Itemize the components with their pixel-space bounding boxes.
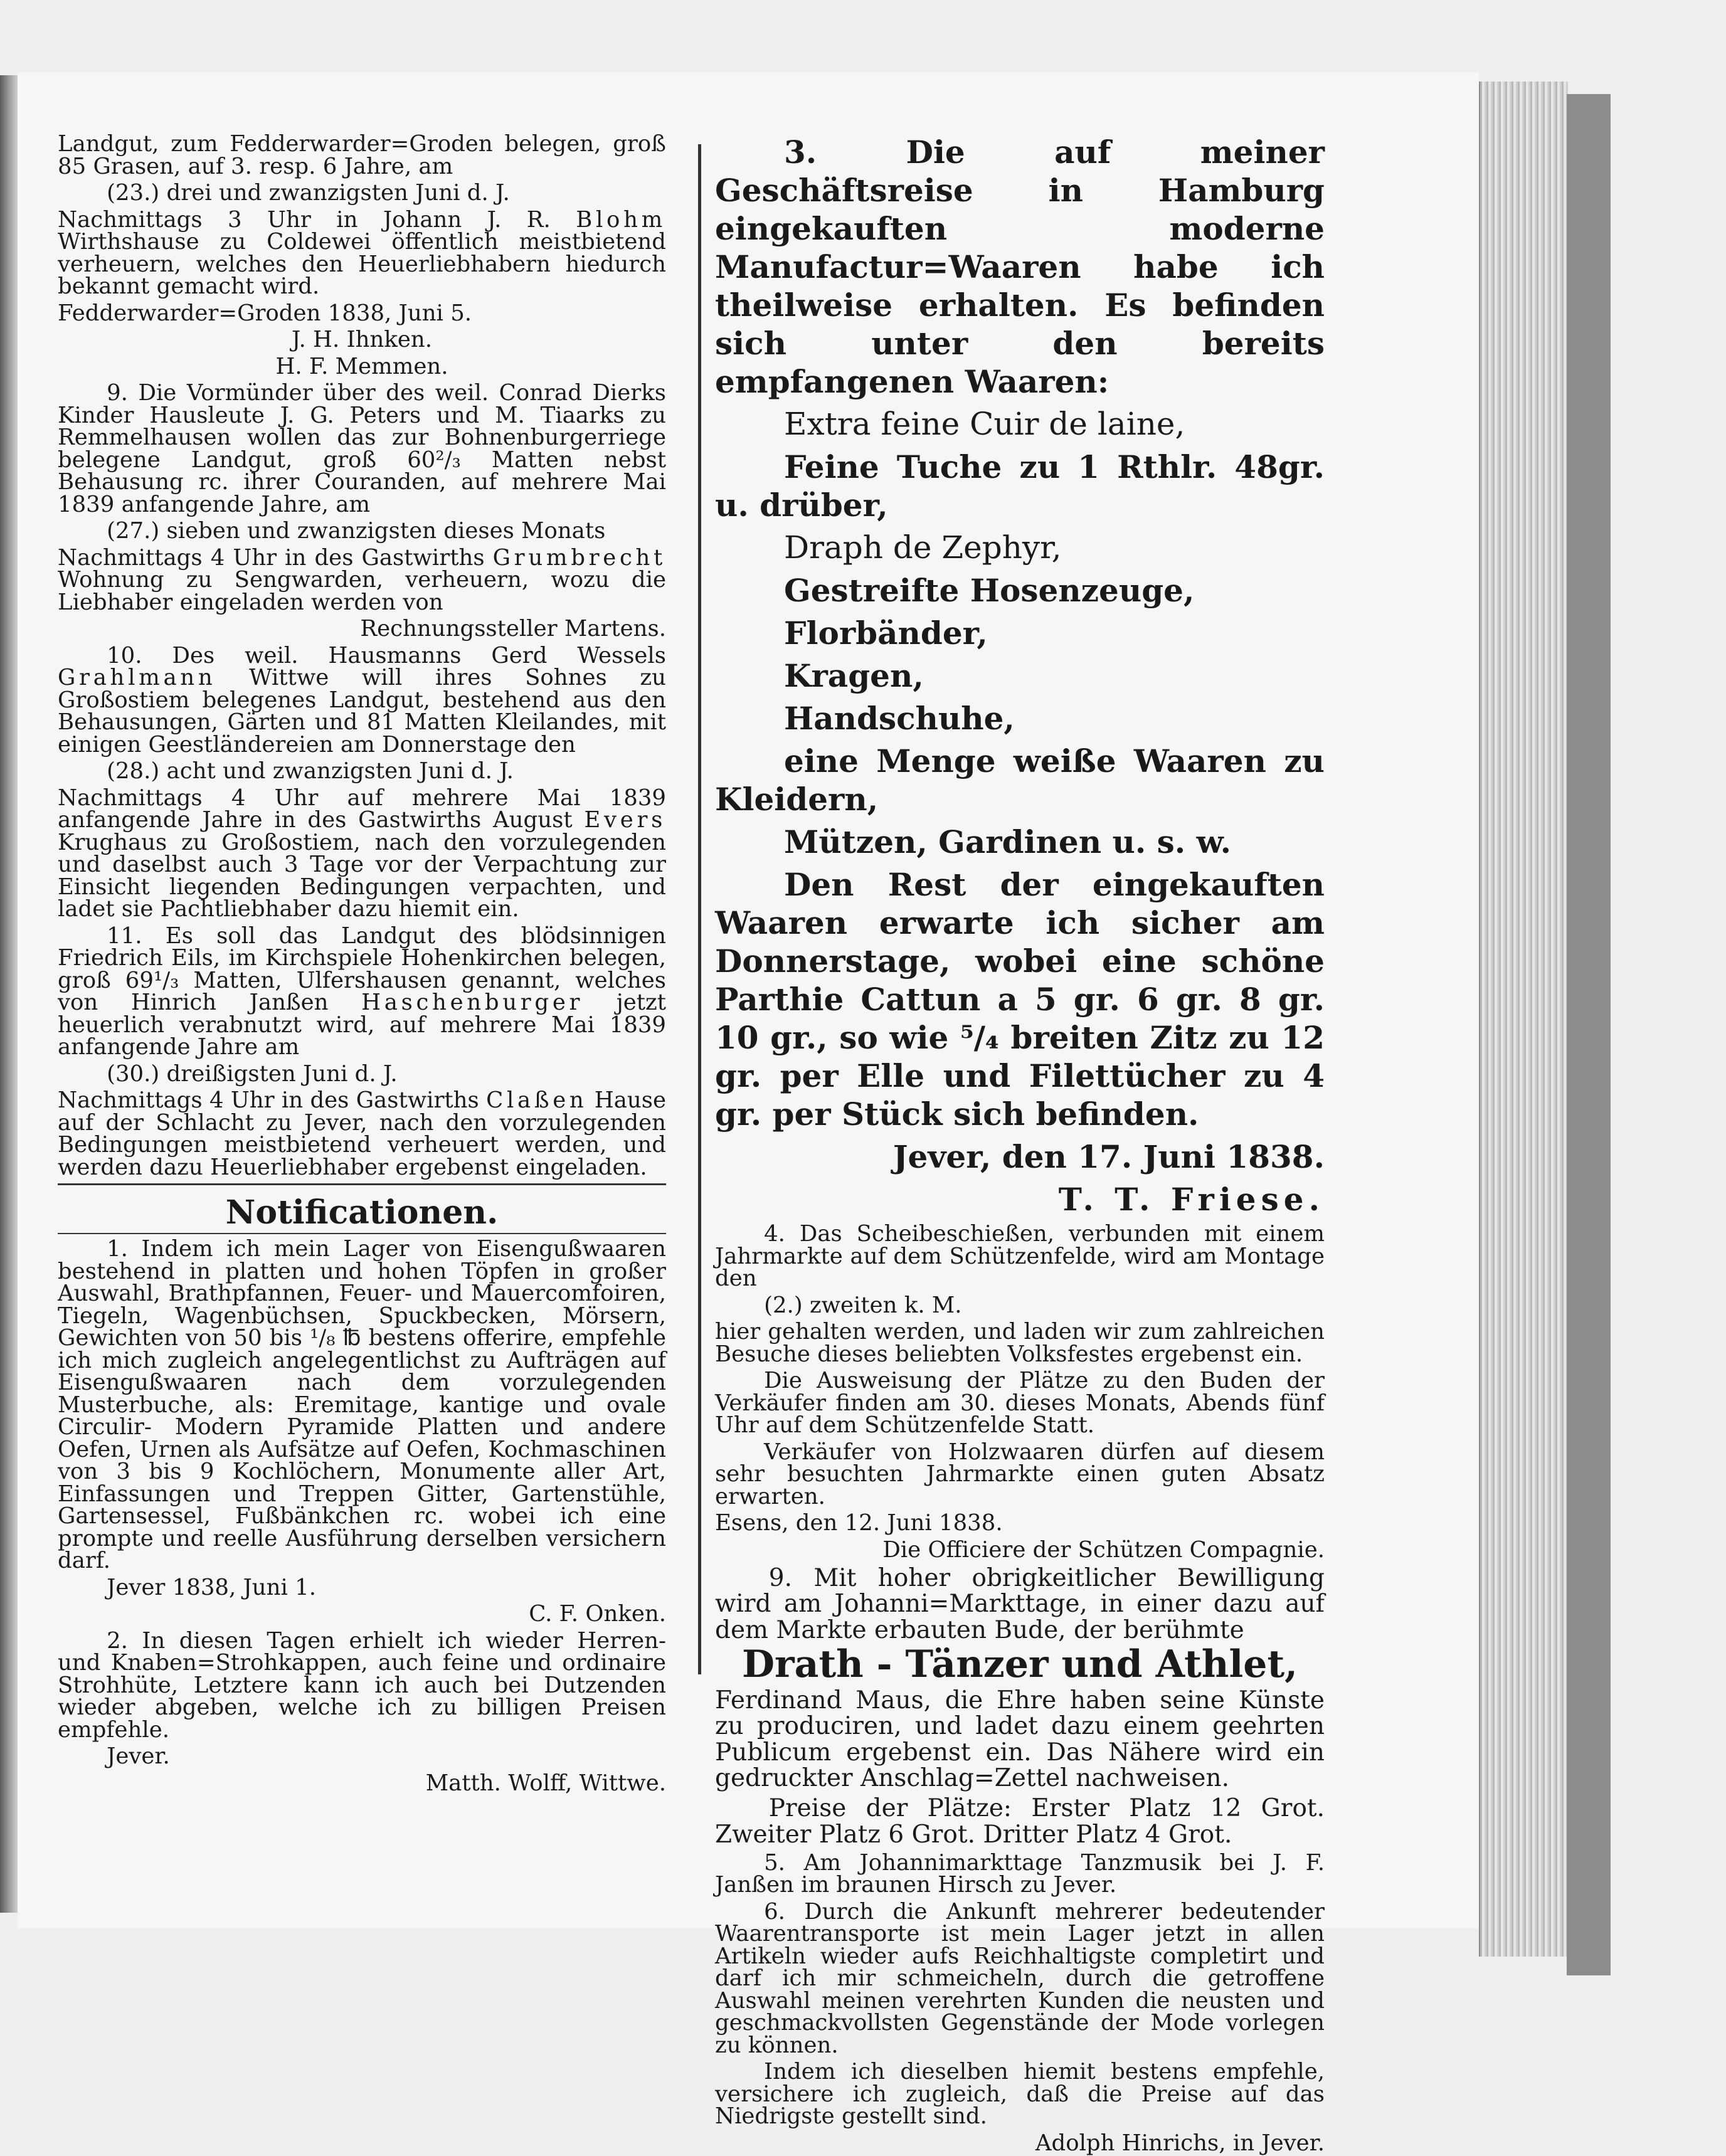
goods-item-1: Extra feine Cuir de laine, — [784, 406, 1185, 442]
notice-11-date: (30.) dreißigsten Juni d. J. — [107, 1060, 398, 1087]
notice-4-text: 4. Das Scheibeschießen, verbunden mit einem Jahrmarkte auf dem Schützenfelde, wird am Montage den — [715, 1221, 1325, 1291]
notice-8-signature-1: J. H. Ihnken. — [292, 327, 432, 352]
notice-9r-text: Ferdinand Maus, die Ehre haben seine Künste zu produciren, und ladet dazu einem geehrten Publicum ergebenst ein. Das Nähere wird ein gedruckter Anschlag=Zettel nachweisen. — [715, 1686, 1325, 1792]
notice-6-signature: Adolph Hinrichs, in Jever. — [1035, 2130, 1325, 2156]
goods-item-9: Mützen, Gardinen u. s. w. — [784, 823, 1232, 860]
notice-4-date: (2.) zweiten k. M. — [764, 1292, 962, 1318]
goods-item-8: eine Menge weiße Waaren zu Kleidern, — [715, 742, 1325, 818]
notice-6-text: 6. Durch die Ankunft mehrerer bedeutender Waarentransporte ist mein Lager jetzt in allen Artikeln wieder aufs Reichhaltigste completirt und darf ich mir schmeicheln, durch die getroffene Auswahl meinen verehrten Kunden die neusten und geschmackvollsten Gegenstände der Mode vorlegen zu können. — [715, 1898, 1325, 2058]
notice-4-invite: hier gehalten werden, und laden wir zum zahlreichen Besuche dieses beliebten Volksfestes ergebenst ein. — [715, 1319, 1325, 1367]
book-spine-edge — [0, 75, 18, 1913]
notice-8-signature-2: H. F. Memmen. — [275, 353, 448, 379]
goods-item-7: Handschuhe, — [784, 700, 1015, 737]
notice-3-date: Jever, den 17. Juni 1838. — [892, 1138, 1325, 1175]
notice-3-intro: 3. Die auf meiner Geschäftsreise in Hamburg eingekauften moderne Manufactur=Waaren habe ich theilweise erhalten. Es befinden sich unter den bereits empfangenen Waaren: — [715, 134, 1325, 400]
notice-3-signature: T. T. Friese. — [1058, 1181, 1325, 1218]
notification-1-text: 1. Indem ich mein Lager von Eisengußwaaren bestehend in platten und hohen Töpfen in großer Auswahl, Brathpfannen, Feuer- und Mauercomfoiren, Tiegeln, Wagenbüchsen, Spuckbecken, Mörsern, Gewichten von 50 bis ¹/₈ ℔ bestens offerire, empfehle ich mich zugleich angelegentlichst zu Aufträgen auf Eisengußwaaren nach dem vorzulegenden Musterbuche, als: Eremitage, kantige und ovale Circulir- Modern Pyramide Platten und andere Oefen, Urnen als Aufsätze auf Oefen, Kochmaschinen von 3 bis 9 Kochlöchern, Monumente aller Art, Einfassungen und Treppen Gitter, Gartenstühle, Gartensessel, Fußbänkchen rc. wobei ich eine prompte und reelle Ausführung derselben versichern darf. — [58, 1236, 666, 1573]
notice-10-date: (28.) acht und zwanzigsten Juni d. J. — [107, 758, 514, 784]
section-rule — [58, 1183, 666, 1185]
notification-1-signature: C. F. Onken. — [529, 1601, 666, 1627]
notice-8-venue: Nachmittags 3 Uhr in Johann J. R. Blohm Wirthshause zu Coldewei öffentlich meistbietend verheuern, welches den Heuerliebhabern hiedurch bekannt gemacht wird. — [58, 206, 666, 299]
notification-2-text: 2. In diesen Tagen erhielt ich wieder Herren- und Knaben=Strohkappen, auch feine und ordinaire Strohhüte, Letztere kann ich auch bei Dutzenden wieder abgeben, welche ich zu billigen Preisen empfehle. — [58, 1627, 666, 1743]
notice-9-venue: Nachmittags 4 Uhr in des Gastwirths Grumbrecht Wohnung zu Sengwarden, verheuern, wozu die Liebhaber eingeladen werden von — [58, 544, 666, 615]
ticket-prices: Preise der Plätze: Erster Platz 12 Grot. Zweiter Platz 6 Grot. Dritter Platz 4 Grot. — [715, 1794, 1325, 1849]
notice-11-text: 11. Es soll das Landgut des blödsinnigen Friedrich Eils, im Kirchspiele Hohenkirchen belegen, groß 69¹/₃ Matten, Ulfershausen genannt, welches von Hinrich Janßen Haschenburger jetzt heuerlich verabnutzt wird, auf mehrere Mai 1839 anfangende Jahre am — [58, 922, 666, 1060]
notice-11-details: Nachmittags 4 Uhr in des Gastwirths Claßen Hause auf der Schlacht zu Jever, nach den vorzulegenden Bedingungen meistbietend verheuert werden, und werden dazu Heuerliebhaber ergebenst eingeladen. — [58, 1087, 667, 1180]
column-divider — [698, 144, 701, 1674]
right-column — [715, 133, 1325, 2154]
goods-item-2: Feine Tuche zu 1 Rthlr. 48gr. u. drüber, — [715, 448, 1325, 524]
heading-rule — [58, 1233, 666, 1234]
notice-10-details: Nachmittags 4 Uhr auf mehrere Mai 1839 anfangende Jahre in des Gastwirths August Evers Krughaus zu Großostiem, nach den vorzulegenden und daselbst auch 3 Tage vor der Verpachtung zur Einsicht liegenden Bedingungen verpachten, und ladet sie Pachtliebhaber dazu hiemit ein. — [58, 785, 666, 922]
notice-9-signature: Rechnungssteller Martens. — [360, 616, 666, 642]
notice-10-text: 10. Des weil. Hausmanns Gerd Wessels Grahlmann Wittwe will ihres Sohnes zu Großostiem belegenes Landgut, bestehend aus den Behausungen, Gärten und 81 Matten Kleilandes, mit einigen Geestländereien am Donnerstage den — [58, 642, 666, 758]
notice-8-place-date: Fedderwarder=Groden 1838, Juni 5. — [58, 300, 472, 326]
notice-6-recommend: Indem ich dieselben hiemit bestens empfehle, versichere ich zugleich, daß die Preise auf das Niedrigste gestellt sind. — [715, 2059, 1325, 2130]
notice-8-text: Landgut, zum Fedderwarder=Groden belegen, groß 85 Grasen, auf 3. resp. 6 Jahre, am — [58, 131, 666, 179]
goods-item-6: Kragen, — [784, 657, 924, 694]
notice-4-place-date: Esens, den 12. Juni 1838. — [715, 1510, 1003, 1536]
notice-4-sellers: Verkäufer von Holzwaaren dürfen auf diesem sehr besuchten Jahrmarkte einen guten Absatz erwarten. — [715, 1439, 1325, 1509]
left-column — [58, 133, 666, 1794]
performer-title: Drath - Tänzer und Athlet, — [741, 1642, 1298, 1686]
notice-4-booths: Die Ausweisung der Plätze zu den Buden der Verkäufer finden am 30. dieses Monats, Abends fünf Uhr auf dem Schützenfelde Statt. — [715, 1368, 1325, 1438]
goods-item-5: Florbänder, — [784, 615, 988, 652]
notification-2-signature: Matth. Wolff, Wittwe. — [425, 1770, 666, 1796]
notice-8-date: (23.) drei und zwanzigsten Juni d. J. — [107, 180, 510, 206]
book-cover-edge — [1567, 94, 1611, 1975]
notice-9-text: 9. Die Vormünder über des weil. Conrad Dierks Kinder Hausleute J. G. Peters und M. Tiaarks zu Remmelhausen wollen das zur Bohnenburgerriege belegene Landgut, groß 60²/₃ Matten nebst Behausung rc. ihrer Couranden, auf mehrere Mai 1839 anfangende Jahre, am — [58, 380, 666, 517]
goods-item-4: Gestreifte Hosenzeuge, — [784, 572, 1195, 609]
notice-9r-intro: 9. Mit hoher obrigkeitlicher Bewilligung wird am Johanni=Markttage, in einer dazu auf dem Markte erbauten Bude, der berühmte — [715, 1564, 1325, 1644]
page-stack-edge — [1479, 82, 1568, 1957]
notice-9-date: (27.) sieben und zwanzigsten dieses Monats — [107, 518, 606, 544]
section-heading: Notificationen. — [225, 1193, 499, 1232]
notice-5-text: 5. Am Johannimarkttage Tanzmusik bei J. F. Janßen im braunen Hirsch zu Jever. — [715, 1849, 1325, 1898]
goods-item-3: Draph de Zephyr, — [784, 529, 1062, 566]
notice-4-signature: Die Officiere der Schützen Compagnie. — [882, 1536, 1325, 1563]
notice-3-rest: Den Rest der eingekauften Waaren erwarte ich sicher am Donnerstage, wobei eine schöne Parthie Cattun a 5 gr. 6 gr. 8 gr. 10 gr., so wie ⁵/₄ breiten Zitz zu 12 gr. per Elle und Filettücher zu 4 gr. per Stück sich befinden. — [715, 866, 1325, 1133]
notification-2-place: Jever. — [107, 1743, 170, 1769]
notification-1-date: Jever 1838, Juni 1. — [107, 1574, 317, 1600]
